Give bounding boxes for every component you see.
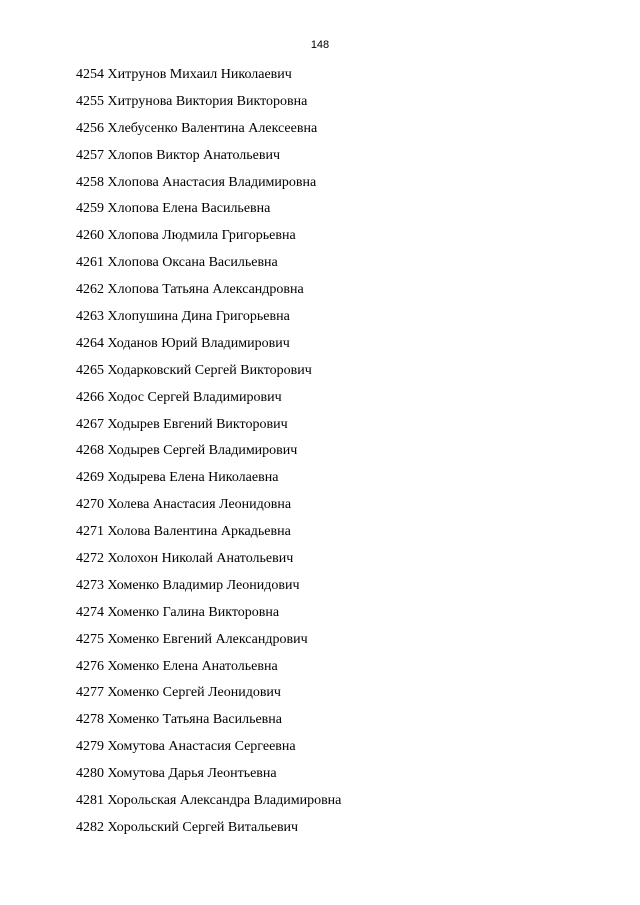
list-item: 4270 Холева Анастасия Леонидовна: [76, 497, 292, 513]
list-item: 4277 Хоменко Сергей Леонидович: [76, 685, 281, 701]
list-item: 4268 Ходырев Сергей Владимирович: [76, 443, 298, 459]
list-item: 4275 Хоменко Евгений Александрович: [76, 631, 308, 647]
list-item: 4259 Хлопова Елена Васильевна: [76, 201, 271, 217]
list-item: 4258 Хлопова Анастасия Владимировна: [76, 174, 317, 190]
list-item: 4279 Хомутова Анастасия Сергеевна: [76, 739, 296, 755]
list-item: 4271 Холова Валентина Аркадьевна: [76, 524, 291, 540]
list-item: 4269 Ходырева Елена Николаевна: [76, 470, 279, 486]
list-item: 4273 Хоменко Владимир Леонидович: [76, 577, 300, 593]
list-item: 4260 Хлопова Людмила Григорьевна: [76, 228, 296, 244]
list-item: 4278 Хоменко Татьяна Васильевна: [76, 712, 282, 728]
list-item: 4254 Хитрунов Михаил Николаевич: [76, 67, 292, 82]
list-item: 4261 Хлопова Оксана Васильевна: [76, 255, 278, 271]
list-item: 4262 Хлопова Татьяна Александровна: [76, 282, 304, 298]
list-item: 4272 Холохон Николай Анатольевич: [76, 551, 294, 567]
list-item: 4280 Хомутова Дарья Леонтьевна: [76, 766, 277, 782]
list-item: 4256 Хлебусенко Валентина Алексеевна: [76, 120, 318, 136]
list-item: 4266 Ходос Сергей Владимирович: [76, 389, 282, 405]
list-item: 4263 Хлопушина Дина Григорьевна: [76, 309, 290, 325]
name-list: [76, 66, 341, 846]
list-item: 4281 Хорольская Александра Владимировна: [76, 793, 342, 809]
list-item: 4282 Хорольский Сергей Витальевич: [76, 819, 299, 835]
list-item: 4274 Хоменко Галина Викторовна: [76, 604, 280, 620]
list-item: 4267 Ходырев Евгений Викторович: [76, 416, 288, 432]
list-item: 4255 Хитрунова Виктория Викторовна: [76, 93, 308, 109]
list-item: 4265 Ходарковский Сергей Викторович: [76, 362, 312, 378]
list-item: 4276 Хоменко Елена Анатольевна: [76, 658, 278, 674]
list-item: 4264 Ходанов Юрий Владимирович: [76, 335, 290, 351]
page-number: 148: [310, 39, 330, 51]
list-item: 4257 Хлопов Виктор Анатольевич: [76, 147, 281, 163]
